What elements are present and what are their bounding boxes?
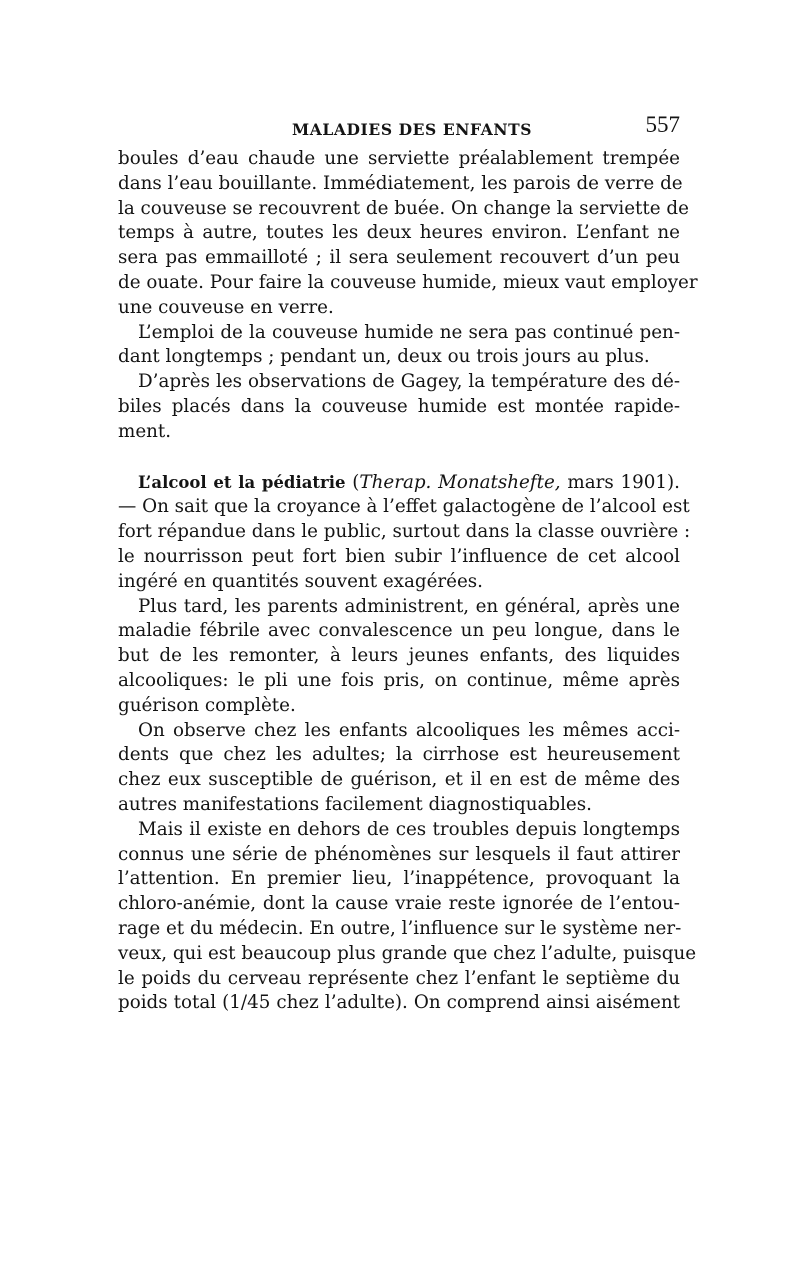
paragraph [118,818,697,1016]
paragraph [118,147,698,321]
section-gap [118,445,680,471]
running-head [118,112,680,142]
text-line: dant longtemps ; pendant un, deux ou trois jours au plus. [118,346,650,368]
text-line: but de les remonter, à leurs jeunes enfants, des liquides [118,645,680,667]
text-line: — On sait que la croyance à l’effet galactogène de l’alcool est [118,496,690,518]
text-line: le poids du cerveau représente chez l’enfant le septième du [118,967,680,989]
text-line: dents que chez les adultes; la cirrhose est heureusement [118,744,680,766]
text-line: la couveuse se recouvrent de buée. On change la serviette de [118,197,689,219]
body-text [118,147,698,1016]
paragraph [118,595,680,719]
paragraph [118,321,680,371]
text-line: fort répandue dans le public, surtout dans la classe ouvrière : [118,521,691,543]
text-line: Plus tard, les parents administrent, en général, après une [138,595,680,617]
paragraph [118,719,680,818]
text-line: autres manifestations facilement diagnostiquables. [118,793,592,815]
text-line: D’après les observations de Gagey, la température des dé- [138,371,680,393]
section-paragraph [118,471,691,595]
text-line: chez eux susceptible de guérison, et il en est de même des [118,769,680,791]
text-line: ingéré en quantités souvent exagérées. [118,570,483,592]
text-line: Mais il existe en dehors de ces troubles depuis longtemps [138,818,680,840]
text-line: veux, qui est beaucoup plus grande que chez l’adulte, puisque [118,942,697,964]
text-line: biles placés dans la couveuse humide est montée rapide- [118,395,680,417]
text-line: On observe chez les enfants alcooliques les mêmes acci- [138,719,680,741]
text-line: poids total (1/45 chez l’adulte). On comprend ainsi aisément [118,992,680,1014]
text-line: boules d’eau chaude une serviette préalablement trempée [118,148,680,169]
text-line: l’attention. En premier lieu, l’inappétence, provoquant la [118,868,680,890]
text-line: temps à autre, toutes les deux heures environ. L’enfant ne [118,222,680,244]
text-line: de ouate. Pour faire la couveuse humide, mieux vaut employer [118,271,698,293]
text-line: dans l’eau bouillante. Immédiatement, les parois de verre de [118,172,683,194]
paragraph [118,370,680,444]
text-line: le nourrisson peut fort bien subir l’influence de cet alcool [118,545,680,567]
citation-journal: Therap. Monatshefte, [359,471,561,493]
running-title: MALADIES DES ENFANTS [292,120,533,139]
section-heading-line [118,471,680,496]
page-number: 557 [645,112,680,137]
citation-date: mars 1901). [567,471,680,493]
text-line: une couveuse en verre. [118,296,334,318]
citation-open: ( [352,471,360,493]
text-line: ment. [118,420,172,442]
text-line: L’emploi de la couveuse humide ne sera pas continué pen- [138,321,680,343]
text-line: guérison complète. [118,694,296,716]
text-line: maladie fébrile avec convalescence un peu longue, dans le [118,620,680,642]
text-line: chloro-anémie, dont la cause vraie reste ignorée de l’entou- [118,893,680,915]
text-line: sera pas emmailloté ; il sera seulement recouvert d’un peu [118,247,680,269]
text-line: rage et du médecin. En outre, l’influence sur le système ner- [118,917,682,939]
section-title: L’alcool et la pédiatrie [138,472,346,492]
text-line: connus une série de phénomènes sur lesquels il faut attirer [118,843,680,865]
text-line: alcooliques: le pli une fois pris, on continue, même après [118,669,680,691]
